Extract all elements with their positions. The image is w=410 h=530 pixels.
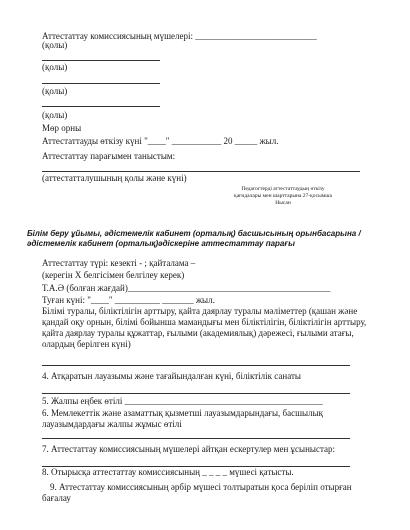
fill-line	[42, 393, 350, 394]
fill-line	[42, 438, 350, 439]
attestee-signature-caption: (аттестатталушының қолы және күні)	[42, 173, 187, 183]
signature-caption: (қолы)	[42, 62, 68, 72]
signature-line	[42, 83, 160, 84]
signature-line	[42, 171, 360, 172]
item-5-work-experience: 5. Жалпы еңбек өтілі ____________________________________________	[42, 396, 323, 406]
attestation-type-note: (керегін Х белгісімен белгілеу керек)	[42, 270, 185, 280]
item-9-evaluation: 9. Аттестаттау комиссиясының әрбір мүшесі толтыратын қоса беріліп отырған бағалау	[42, 482, 352, 503]
signature-caption: (қолы)	[42, 86, 68, 96]
sheet-title: Білім беру ұйымы, әдістемелік кабинет (орталық) басшысының орынбасарына /әдістемелік кабинет (орталық)әдіскеріне аттестаттау парағы	[27, 229, 361, 248]
commission-members-label: Аттестаттау комиссиясының мүшелері: ___________________________	[42, 31, 317, 41]
signature-caption: (қолы)	[42, 40, 68, 50]
familiarization-label: Аттестаттау парағымен таныстым:	[42, 151, 176, 161]
item-4-position: 4. Атқаратын лауазымы және тағайындалған күні, біліктілік санаты	[42, 371, 301, 381]
signature-line	[42, 60, 160, 61]
item-7-remarks: 7. Аттестаттау комиссиясының мүшелері айтқан ескертулер мен ұсыныстар:	[42, 444, 335, 454]
birth-date-line: Туған күні: "____" __________ _______ жыл.	[42, 295, 215, 305]
item-8-members-present: 8. Отырысқа аттестаттау комиссиясының _ _ _ _ мүшесі қатысты.	[42, 467, 294, 477]
stamp-place: Мөр орны	[42, 123, 82, 133]
appendix-note: Педагогтерді аттестаттаудың өткізу қағидалары мен шарттарына 27-қосымша Нысан	[234, 186, 332, 206]
signature-line	[42, 106, 160, 107]
fill-line	[42, 365, 350, 366]
education-info: Білімі туралы, біліктілігін арттыру, қайта даярлау туралы мәліметтер (қашан және қандай оқу орнын, білімі бойынша мамандығы мен біліктілігін, біліктілігін арттыру, қайта даярлау туралы құжаттар, ғылыми (академиялық) дәрежесі, ғылыми атағы, олардың берілген күні)	[42, 306, 367, 349]
attestation-type-line: Аттестаттау түрі: кезекті - ; қайталама –	[42, 258, 196, 268]
signature-caption: (қолы)	[42, 110, 68, 120]
attestation-date-line: Аттестаттауды өткізу күні "____" ___________ 20 _____ жыл.	[42, 136, 279, 146]
item-6-civil-service-experience: 6. Мемлекеттік және азаматтық қызметші лауазымдарындағы, басшылық лауазымдардағы жалпы жұмыс өтілі	[42, 408, 323, 429]
full-name-line: Т.А.Ә (болған жағдай)_____________________________________________	[42, 283, 331, 293]
